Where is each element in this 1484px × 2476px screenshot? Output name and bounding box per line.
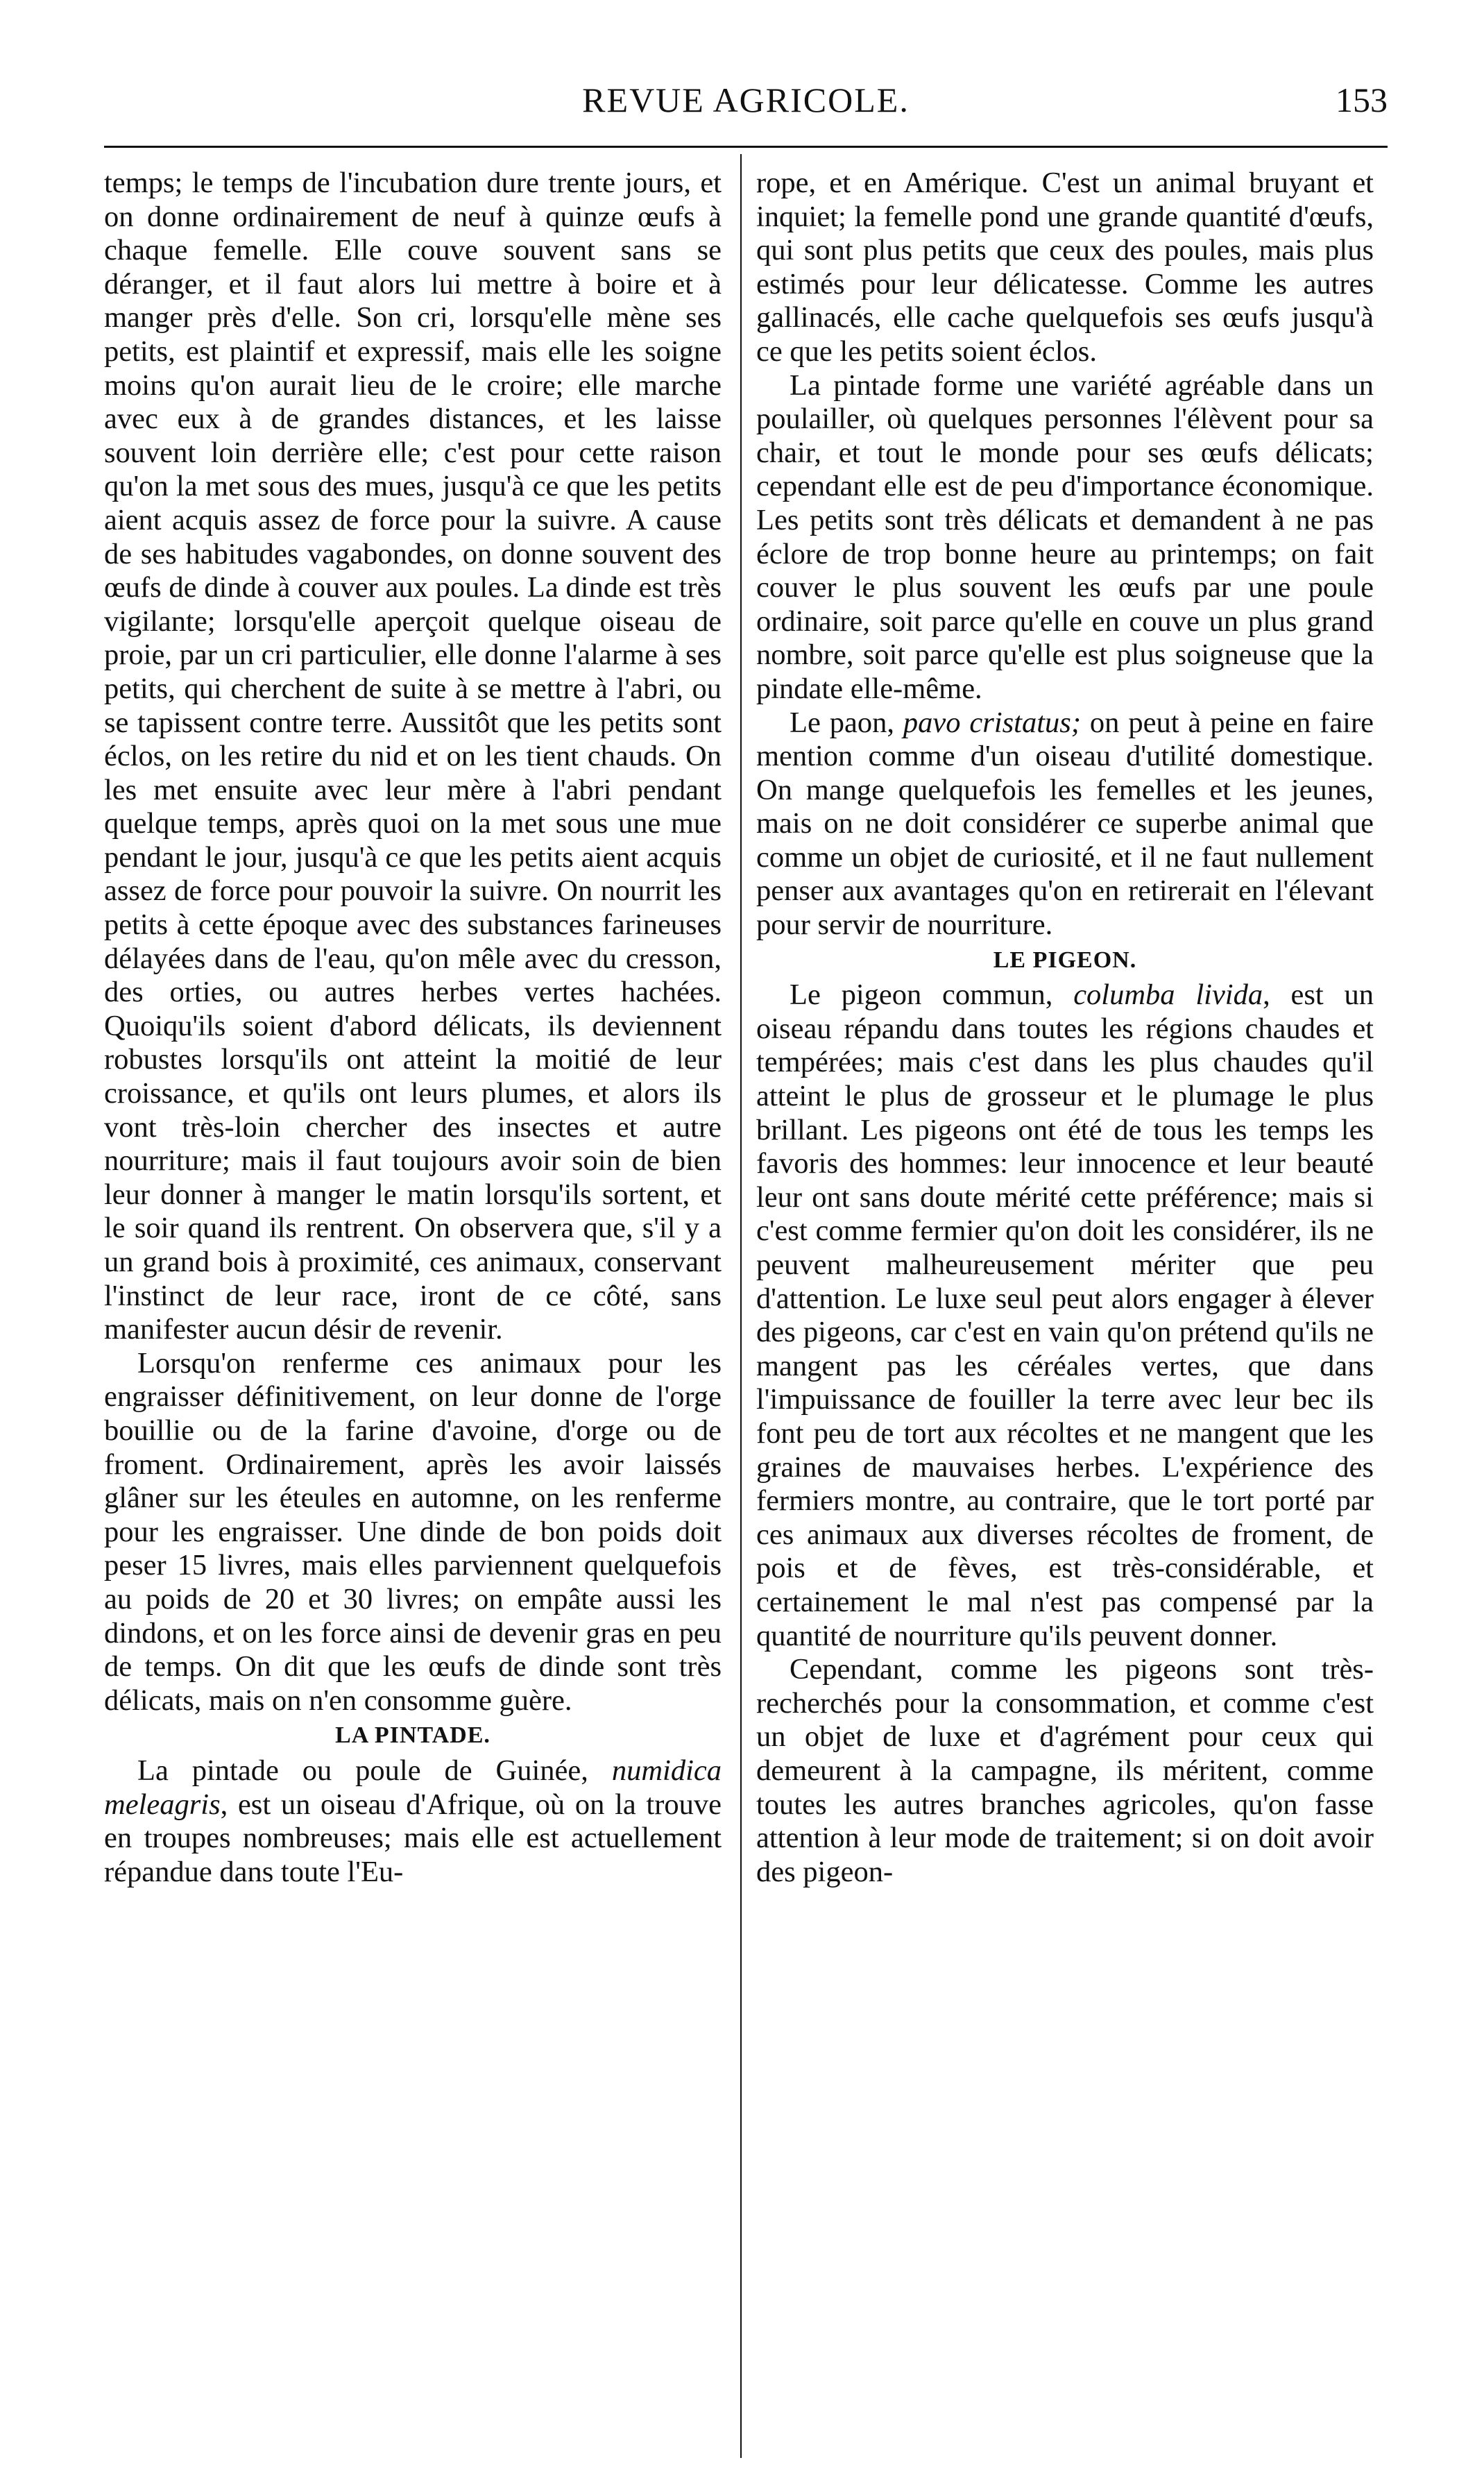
species-name-numidica: numidica meleagris [104, 1754, 722, 1821]
pintade-text-end: , est un oiseau d'Afrique, où on la trouve en troupes nombreuses; mais elle est actuellement répandue dans toute l'Eu- [104, 1788, 722, 1888]
running-title: REVUE AGRICOLE. [582, 80, 910, 119]
paragraph-pintade-variety: La pintade forme une variété agréable dans un poulailler, où quelques personnes l'élèvent pour sa chair, et tout le monde pour ses œufs délicats; cependant elle est de peu d'importance économique. Les petits sont très délicats et demandent à ne pas éclore de trop bonne heure au printemps; on fait couver le plus souvent les œufs par une poule ordinaire, soit parce qu'elle en couve un plus grand nombre, soit parce qu'elle est plus soigneuse que la pindate elle-même. [756, 368, 1374, 705]
page-header [104, 80, 1388, 135]
paragraph-paon [756, 706, 1374, 942]
paon-text-start: Le paon, [790, 706, 894, 739]
heading-le-pigeon: LE PIGEON. [993, 947, 1137, 973]
paragraph-pintade-intro [104, 1754, 722, 1889]
column-divider [740, 154, 742, 2458]
paragraph-pigeon-intro [756, 978, 1374, 1653]
header-rule [104, 146, 1388, 148]
paragraph-pintade-continued: rope, et en Amérique. C'est un animal bruyant et inquiet; la femelle pond une grande quantité d'œufs, qui sont plus petits que ceux des poules, mais plus estimés pour leur délicatesse. Comme les autres gallinacés, elle cache quelquefois ses œufs jusqu'à ce que les petits soient éclos. [756, 167, 1374, 368]
right-column [756, 167, 1374, 2457]
pintade-text-start: La pintade ou poule de Guinée, [137, 1754, 588, 1787]
paon-text-end: on peut à peine en faire mention comme d'un oiseau d'utilité domestique. On mange quelquefois les femelles et les jeunes, mais on ne doit considérer ce superbe animal que comme un objet de curiosité, et il ne faut nullement penser aux avantages qu'on en retirerait en l'élevant pour servir de nourriture. [756, 706, 1374, 942]
pigeon-text-end: , est un oiseau répandu dans toutes les régions chaudes et tempérées; mais c'est dans les plus chaudes qu'il atteint le plus de grosseur et le plumage le plus brillant. Les pigeons ont été de tous les temps les favoris des hommes: leur innocence et leur beauté leur ont sans doute mérité cette préférence; mais si c'est comme fermier qu'on doit les considérer, ils ne peuvent malheureusement mériter que peu d'attention. Le luxe seul peut alors engager à élever des pigeons, car c'est en vain qu'on prétend qu'ils ne mangent pas les céréales vertes, que dans l'impuissance de fouiller la terre avec leur bec ils font peu de tort aux récoltes et ne mangent que les graines de mauvaises herbes. L'expérience des fermiers montre, au contraire, que le tort porté par ces animaux aux diverses récoltes de froment, de pois et de fèves, est très-considérable, et certainement le mal n'est pas compensé par la quantité de nourriture qu'ils peuvent donner. [756, 978, 1374, 1652]
page-number: 153 [1336, 80, 1388, 119]
paragraph-pigeon-consumption: Cependant, comme les pigeons sont très-recherchés pour la consommation, et comme c'est un objet de luxe et d'agrément pour ceux qui demeurent à la campagne, ils méritent, comme toutes les autres branches agricoles, qu'on fasse attention à leur mode de traitement; si on doit avoir des pigeon- [756, 1653, 1374, 1888]
species-name-pavo: pavo cristatus; [903, 706, 1081, 739]
pigeon-text-start: Le pigeon commun, [790, 978, 1053, 1012]
left-column [104, 167, 722, 2457]
paragraph-dinde-care: temps; le temps de l'incubation dure trente jours, et on donne ordinairement de neuf à quinze œufs à chaque femelle. Elle couve souvent sans se déranger, et il faut alors lui mettre à boire et à manger près d'elle. Son cri, lorsqu'elle mène ses petits, est plaintif et expressif, mais elle les soigne moins qu'on aurait lieu de le croire; elle marche avec eux à de grandes distances, et les laisse souvent loin derrière elle; c'est pour cette raison qu'on la met sous des mues, jusqu'à ce que les petits aient acquis assez de force pour la suivre. A cause de ses habitudes vagabondes, on donne souvent des œufs de dinde à couver aux poules. La dinde est très vigilante; lorsqu'elle aperçoit quelque oiseau de proie, par un cri particulier, elle donne l'alarme à ses petits, qui cherchent de suite à se mettre à l'abri, ou se tapissent contre terre. Aussitôt que les petits sont éclos, on les retire du nid et on les tient chauds. On les met ensuite avec leur mère à l'abri pendant quelque temps, après quoi on la met sous une mue pendant le jour, jusqu'à ce que les petits aient acquis assez de force pour pouvoir la suivre. On nourrit les petits à cette époque avec des substances farineuses délayées dans de l'eau, qu'on mêle avec du cresson, des orties, ou autres herbes vertes hachées. Quoiqu'ils soient d'abord délicats, ils deviennent robustes lorsqu'ils ont atteint la moitié de leur croissance, et qu'ils ont leurs plumes, et alors ils vont très-loin chercher des insectes et autre nourriture; mais il faut toujours avoir soin de bien leur donner à manger le matin lorsqu'ils sortent, et le soir quand ils rentrent. On observera que, s'il y a un grand bois à proximité, ces animaux, conservant l'instinct de leur race, iront de ce côté, sans manifester aucun désir de revenir. [104, 167, 722, 1346]
heading-la-pintade: LA PINTADE. [335, 1722, 491, 1749]
paragraph-dinde-fattening: Lorsqu'on renferme ces animaux pour les engraisser définitivement, on leur donne de l'orge bouillie ou de la farine d'avoine, d'orge ou de froment. Ordinairement, après les avoir laissés glâner sur les éteules en automne, on les renferme pour les engraisser. Une dinde de bon poids doit peser 15 livres, mais elles parviennent quelquefois au poids de 20 et 30 livres; on empâte aussi les dindons, et on les force ainsi de devenir gras en peu de temps. On dit que les œufs de dinde sont très délicats, mais on n'en consomme guère. [104, 1346, 722, 1717]
species-name-columba: columba livida [1073, 978, 1263, 1012]
